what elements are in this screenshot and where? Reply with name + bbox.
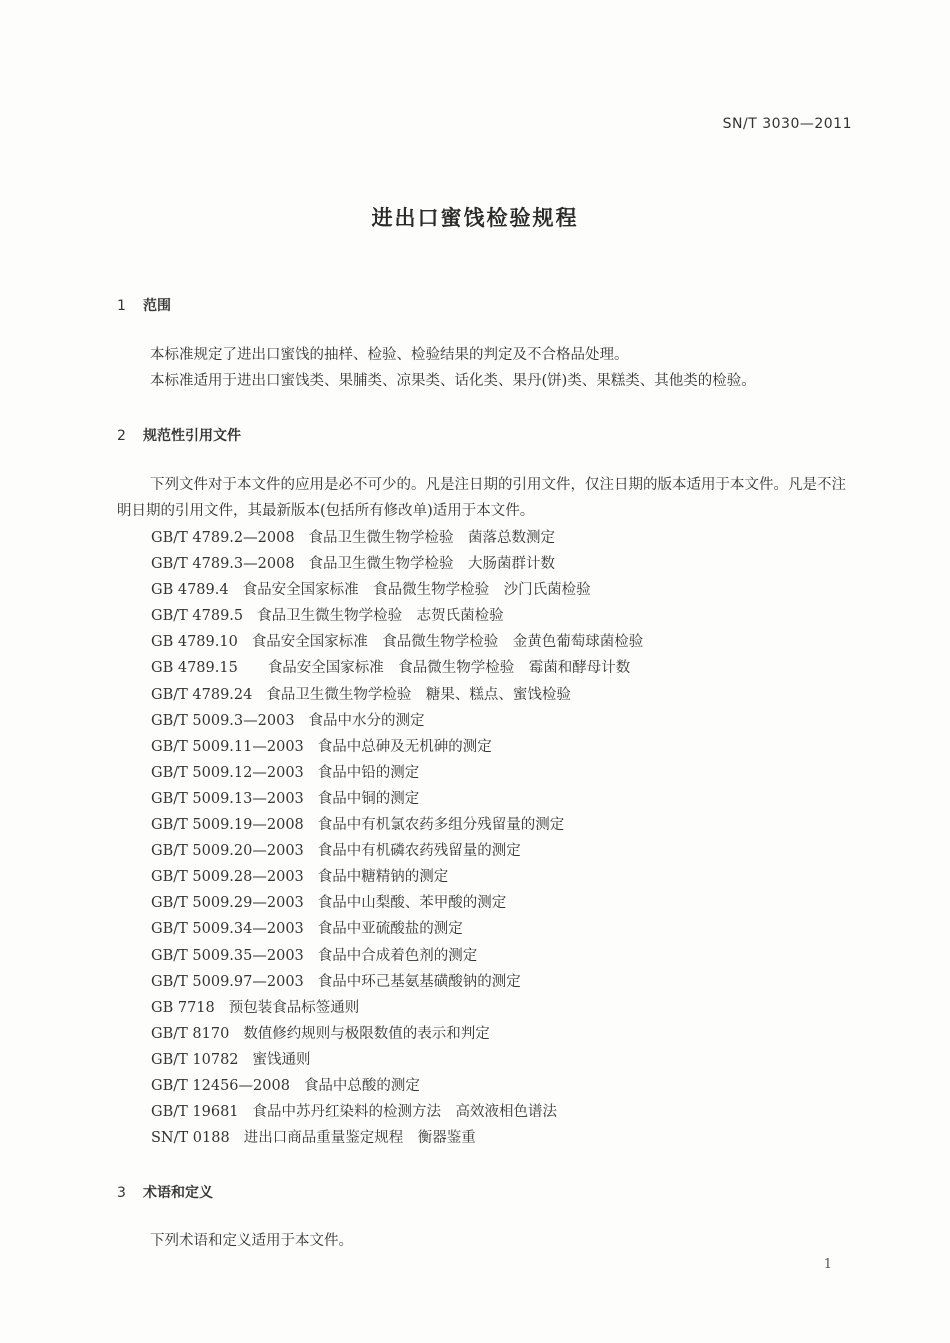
- reference-code: GB/T 5009.3—2003: [151, 712, 295, 729]
- reference-code: GB/T 4789.3—2008: [151, 556, 295, 573]
- reference-title: 食品中有机氯农药多组分残留量的测定: [317, 817, 565, 834]
- section-3-body: [117, 1228, 857, 1254]
- reference-code: GB 4789.4: [151, 582, 229, 599]
- reference-title: 食品中水分的测定: [308, 712, 425, 729]
- section-number: 2: [117, 428, 126, 444]
- section-number: 1: [117, 298, 126, 314]
- paragraph: 下列文件对于本文件的应用是必不可少的。凡是注日期的引用文件，仅注日期的版本适用于本文件。凡是不注明日期的引用文件，其最新版本(包括所有修改单)适用于本文件。: [117, 477, 846, 519]
- reference-code: GB/T 8170: [151, 1025, 230, 1042]
- section-number: 3: [117, 1185, 126, 1201]
- reference-code: GB 4789.10: [151, 634, 238, 651]
- standard-code: SN/T 3030—2011: [722, 116, 852, 132]
- reference-code: GB/T 5009.20—2003: [151, 843, 304, 860]
- reference-item: [151, 786, 851, 812]
- reference-code: GB/T 19681: [151, 1104, 239, 1121]
- paragraph: 本标准适用于进出口蜜饯类、果脯类、凉果类、话化类、果丹(饼)类、果糕类、其他类的检验。: [150, 373, 756, 389]
- reference-code: SN/T 0188: [151, 1130, 230, 1147]
- reference-title: 食品中总酸的测定: [303, 1077, 420, 1094]
- reference-item: [151, 890, 851, 916]
- reference-code: GB 7718: [151, 999, 215, 1016]
- paragraph: 本标准规定了进出口蜜饯的抽样、检验、检验结果的判定及不合格品处理。: [150, 347, 629, 363]
- reference-item: [151, 995, 851, 1021]
- reference-title: 数值修约规则与极限数值的表示和判定: [243, 1025, 490, 1042]
- reference-item: [151, 1073, 851, 1099]
- section-title: 范围: [143, 298, 171, 314]
- reference-title: 食品中有机磷农药残留量的测定: [317, 843, 521, 860]
- reference-code: GB/T 4789.5: [151, 608, 244, 625]
- reference-item: [151, 655, 851, 681]
- section-2-body: [117, 472, 857, 524]
- reference-title: 食品中铜的测定: [317, 790, 420, 807]
- reference-code: GB/T 5009.35—2003: [151, 947, 304, 964]
- reference-item: [151, 629, 851, 655]
- reference-title: 食品卫生微生物学检验 糖果、糕点、蜜饯检验: [266, 686, 571, 703]
- paragraph: 下列术语和定义适用于本文件。: [150, 1233, 353, 1249]
- reference-code: GB/T 5009.28—2003: [151, 869, 304, 886]
- reference-title: 食品安全国家标准 食品微生物学检验 沙门氏菌检验: [242, 582, 591, 599]
- reference-code: GB/T 5009.97—2003: [151, 973, 304, 990]
- reference-item: [151, 1021, 851, 1047]
- reference-code: GB/T 5009.13—2003: [151, 790, 304, 807]
- reference-item: [151, 864, 851, 890]
- reference-title: 食品安全国家标准 食品微生物学检验 金黄色葡萄球菌检验: [251, 634, 644, 651]
- normative-references-list: [151, 525, 851, 1151]
- reference-item: [151, 760, 851, 786]
- reference-item: [151, 525, 851, 551]
- reference-title: 食品中苏丹红染料的检测方法 高效液相色谱法: [252, 1104, 558, 1121]
- reference-code: GB/T 5009.34—2003: [151, 921, 304, 938]
- reference-item: [151, 603, 851, 629]
- reference-title: 食品中山梨酸、苯甲酸的测定: [317, 895, 507, 912]
- reference-code: GB/T 10782: [151, 1051, 239, 1068]
- reference-title: 食品中总砷及无机砷的测定: [317, 738, 492, 755]
- reference-code: GB 4789.15: [151, 660, 238, 677]
- reference-item: [151, 551, 851, 577]
- reference-item: [151, 1099, 851, 1125]
- reference-item: [151, 838, 851, 864]
- section-2-heading: [117, 425, 241, 445]
- reference-item: [151, 812, 851, 838]
- reference-item: [151, 916, 851, 942]
- reference-title: 食品卫生微生物学检验 大肠菌群计数: [308, 556, 556, 573]
- reference-title: 进出口商品重量鉴定规程 衡器鉴重: [243, 1130, 476, 1147]
- reference-title: 食品中合成着色剂的测定: [317, 947, 478, 964]
- section-3-heading: [117, 1182, 213, 1202]
- reference-code: GB/T 12456—2008: [151, 1077, 290, 1094]
- reference-code: GB/T 5009.11—2003: [151, 738, 304, 755]
- reference-item: [151, 969, 851, 995]
- reference-title: 食品中铅的测定: [317, 764, 420, 781]
- reference-title: 蜜饯通则: [252, 1051, 311, 1068]
- reference-title: 食品卫生微生物学检验 菌落总数测定: [308, 530, 556, 546]
- reference-item: [151, 943, 851, 969]
- reference-item: [151, 682, 851, 708]
- reference-title: 食品中环己基氨基磺酸钠的测定: [317, 973, 521, 990]
- reference-code: GB/T 4789.2—2008: [151, 530, 295, 546]
- reference-code: GB/T 5009.19—2008: [151, 817, 304, 834]
- reference-title: 食品卫生微生物学检验 志贺氏菌检验: [257, 608, 504, 625]
- reference-title: 预包装食品标签通则: [228, 999, 360, 1016]
- reference-title: 食品安全国家标准 食品微生物学检验 霉菌和酵母计数: [267, 660, 631, 677]
- section-title: 术语和定义: [143, 1185, 213, 1201]
- section-1-body: [117, 342, 857, 394]
- reference-code: GB/T 5009.12—2003: [151, 764, 304, 781]
- reference-code: GB/T 5009.29—2003: [151, 895, 304, 912]
- reference-item: [151, 1125, 851, 1151]
- reference-item: [151, 734, 851, 760]
- reference-item: [151, 577, 851, 603]
- reference-code: GB/T 4789.24: [151, 686, 253, 703]
- page-number: 1: [823, 1257, 832, 1272]
- document-title: 进出口蜜饯检验规程: [371, 206, 579, 230]
- reference-title: 食品中糖精钠的测定: [317, 869, 449, 886]
- section-title: 规范性引用文件: [143, 428, 241, 444]
- reference-item: [151, 708, 851, 734]
- reference-title: 食品中亚硫酸盐的测定: [317, 921, 463, 938]
- reference-item: [151, 1047, 851, 1073]
- section-1-heading: [117, 295, 171, 315]
